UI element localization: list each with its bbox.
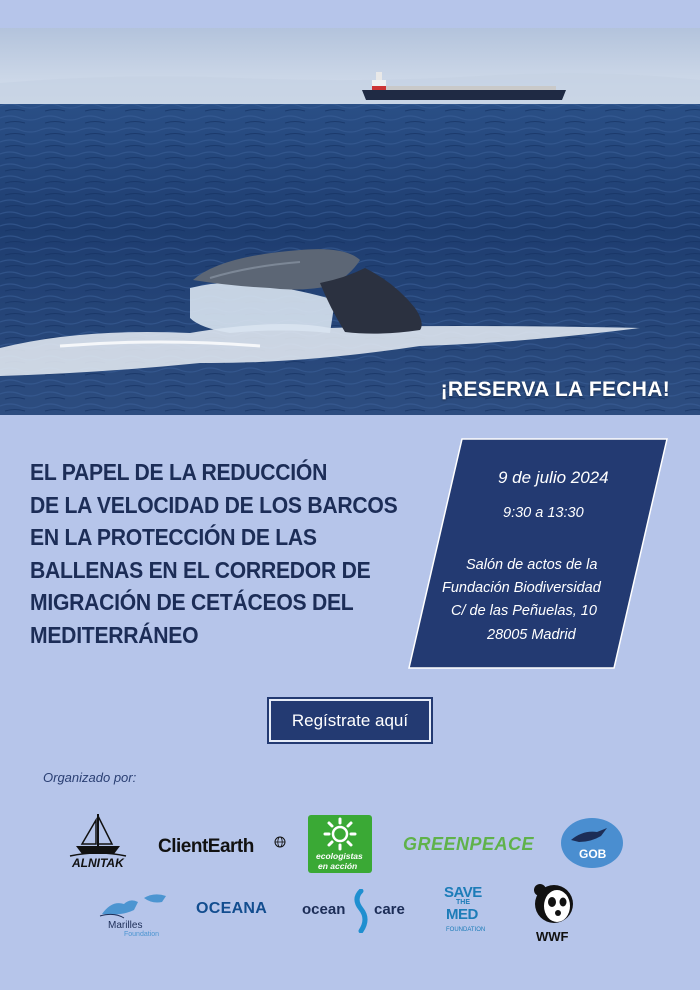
wwf-logo	[530, 882, 580, 944]
hero-photo	[0, 28, 700, 415]
title-line: MIGRACIÓN DE CETÁCEOS DEL	[30, 589, 354, 616]
ecologistas-text-1: ecologistas	[316, 851, 363, 861]
panda-icon	[530, 882, 578, 928]
marilles-text-1: Marilles	[108, 920, 143, 931]
whale-icon	[349, 889, 373, 933]
event-address-line1: C/ de las Peñuelas, 10	[451, 603, 597, 619]
event-title	[30, 456, 398, 652]
marilles-logo	[94, 890, 174, 942]
event-details-box	[408, 438, 668, 669]
event-venue-line1: Salón de actos de la	[466, 557, 598, 573]
save-the-med-logo	[440, 884, 496, 940]
savemed-text-3: MED	[446, 906, 478, 923]
ecologistas-text-2: en acción	[318, 861, 358, 871]
bird-icon	[569, 826, 609, 848]
marilles-text-2: Foundation	[124, 931, 160, 938]
event-venue-line2: Fundación Biodiversidad	[442, 580, 601, 596]
title-line: DE LA VELOCIDAD DE LOS BARCOS	[30, 491, 398, 518]
event-time: 9:30 a 13:30	[503, 505, 584, 521]
oceana-logo	[196, 900, 276, 920]
title-line: MEDITERRÁNEO	[30, 621, 199, 648]
event-address-line2: 28005 Madrid	[487, 627, 576, 643]
oceancare-text-2: care	[374, 901, 405, 918]
islands-icon	[94, 890, 172, 920]
savemed-text-1: SAVE	[444, 884, 482, 901]
title-line: EL PAPEL DE LA REDUCCIÓN	[30, 459, 328, 485]
clientearth-text: ClientEarth	[158, 836, 254, 857]
gob-logo	[561, 818, 623, 868]
title-line: BALLENAS EN EL CORREDOR DE	[30, 556, 371, 583]
gob-text: GOB	[579, 847, 607, 861]
greenpeace-text: GREENPEACE	[403, 834, 535, 854]
clientearth-logo	[158, 836, 288, 860]
savemed-text-4: FOUNDATION	[446, 927, 486, 933]
oceancare-text-1: ocean	[302, 901, 346, 918]
greenpeace-logo	[403, 834, 535, 856]
sea-whale-tail-illustration	[0, 28, 700, 415]
oceana-text: OCEANA	[196, 900, 268, 917]
sun-icon	[320, 817, 360, 851]
savemed-text-2: THE	[456, 899, 470, 906]
save-the-date-banner: ¡RESERVA LA FECHA!	[440, 378, 670, 401]
title-line: EN LA PROTECCIÓN DE LAS	[30, 524, 317, 551]
alnitak-text: ALNITAK	[72, 856, 124, 870]
sailing-ship-icon	[68, 810, 128, 858]
globe-icon	[274, 836, 286, 848]
wwf-text: WWF	[536, 929, 569, 944]
organizers-label: Organizado por:	[43, 770, 137, 785]
oceancare-logo	[302, 887, 414, 935]
alnitak-logo	[68, 810, 128, 874]
ecologistas-logo	[308, 815, 372, 873]
event-date: 9 de julio 2024	[498, 468, 609, 487]
register-button[interactable]: Regístrate aquí	[269, 699, 431, 742]
